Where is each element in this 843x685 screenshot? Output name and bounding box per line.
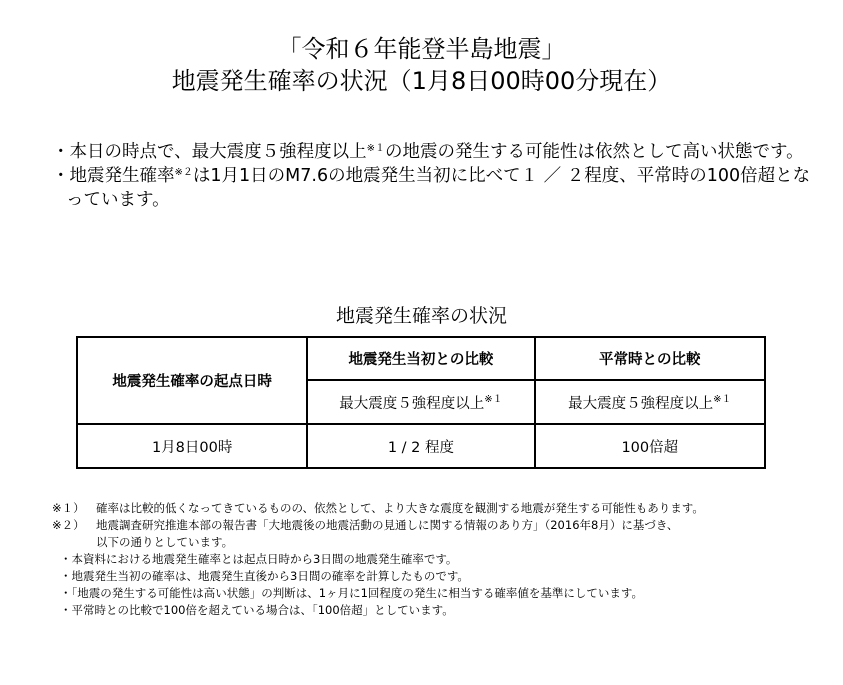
footnote-2-mark: ※２） [52,518,85,532]
bullet-2-footnote-ref: ※２ [174,167,193,178]
subheader-initial-ref: ※１ [484,393,503,405]
table-title: 地震発生確率の状況 [335,305,507,327]
cell-origin-datetime: 1月8日00時 [77,424,307,468]
subheader-normal-intensity [535,380,765,424]
footnote-2-continued-text: 以下の通りとしています。 [96,535,234,549]
subheader-normal-text: 最大震度５強程度以上 [568,395,714,412]
summary-bullet-1 [52,140,812,164]
summary-bullet-2 [52,164,812,212]
header-initial-comparison: 地震発生当初との比較 [307,337,534,380]
footnote-1-text: 確率は比較的低くなってきているものの、依然として、より大きな震度を観測する地震が発生する可能性もあります。 [96,501,704,515]
footnote-2-text: 地震調査研究推進本部の報告書「大地震後の地震活動の見通しに関する情報のあり方」（2016年8月）に基づき、 [96,518,679,532]
bullet-2-text-after: は1月1日のM7.6の地震発生当初に比べて１ ／ ２程度、平常時の100倍超となっています。 [66,166,811,210]
table-row [77,424,765,468]
bullet-2-text-before: ・地震発生確率 [52,166,175,186]
table-header-row [77,337,765,380]
header-origin-datetime: 地震発生確率の起点日時 [77,337,307,424]
footnote-1-mark: ※１） [52,501,85,515]
footnote-item-2: ・地震発生当初の確率は、地震発生直後から3日間の確率を計算したものです。 [60,569,469,583]
probability-table [76,336,766,469]
footnote-item-1: ・本資料における地震発生確率とは起点日時から3日間の地震発生確率です。 [60,552,458,566]
bullet-1-footnote-ref: ※１ [366,143,386,154]
page-title-line-2: 地震発生確率の状況（1月8日00時00分現在） [171,67,672,95]
footnote-item-4: ・平常時との比較で100倍を超えている場合は、「100倍超」としています。 [60,603,454,617]
footnote-1 [52,500,822,517]
subheader-initial-text: 最大震度５強程度以上 [339,395,485,412]
subheader-normal-ref: ※１ [713,393,732,405]
cell-normal-ratio: 100倍超 [535,424,765,468]
bullet-1-text-after: の地震の発生する可能性は依然として高い状態です。 [385,142,804,162]
bullet-1-text-before: ・本日の時点で、最大震度５強程度以上 [52,142,367,162]
page-title-line-1: 「令和６年能登半島地震」 [277,35,566,63]
footnote-2 [52,517,822,534]
summary-bullets [52,140,812,212]
footnote-2-continued [52,534,822,551]
subheader-initial-intensity [307,380,534,424]
cell-initial-ratio: 1 / 2 程度 [307,424,534,468]
header-normal-comparison: 平常時との比較 [535,337,765,380]
footnote-item-3: ・「地震の発生する可能性は高い状態」の判断は、1ヶ月に1回程度の発生に相当する確率値を基準にしています。 [60,586,643,600]
footnotes [52,500,822,619]
